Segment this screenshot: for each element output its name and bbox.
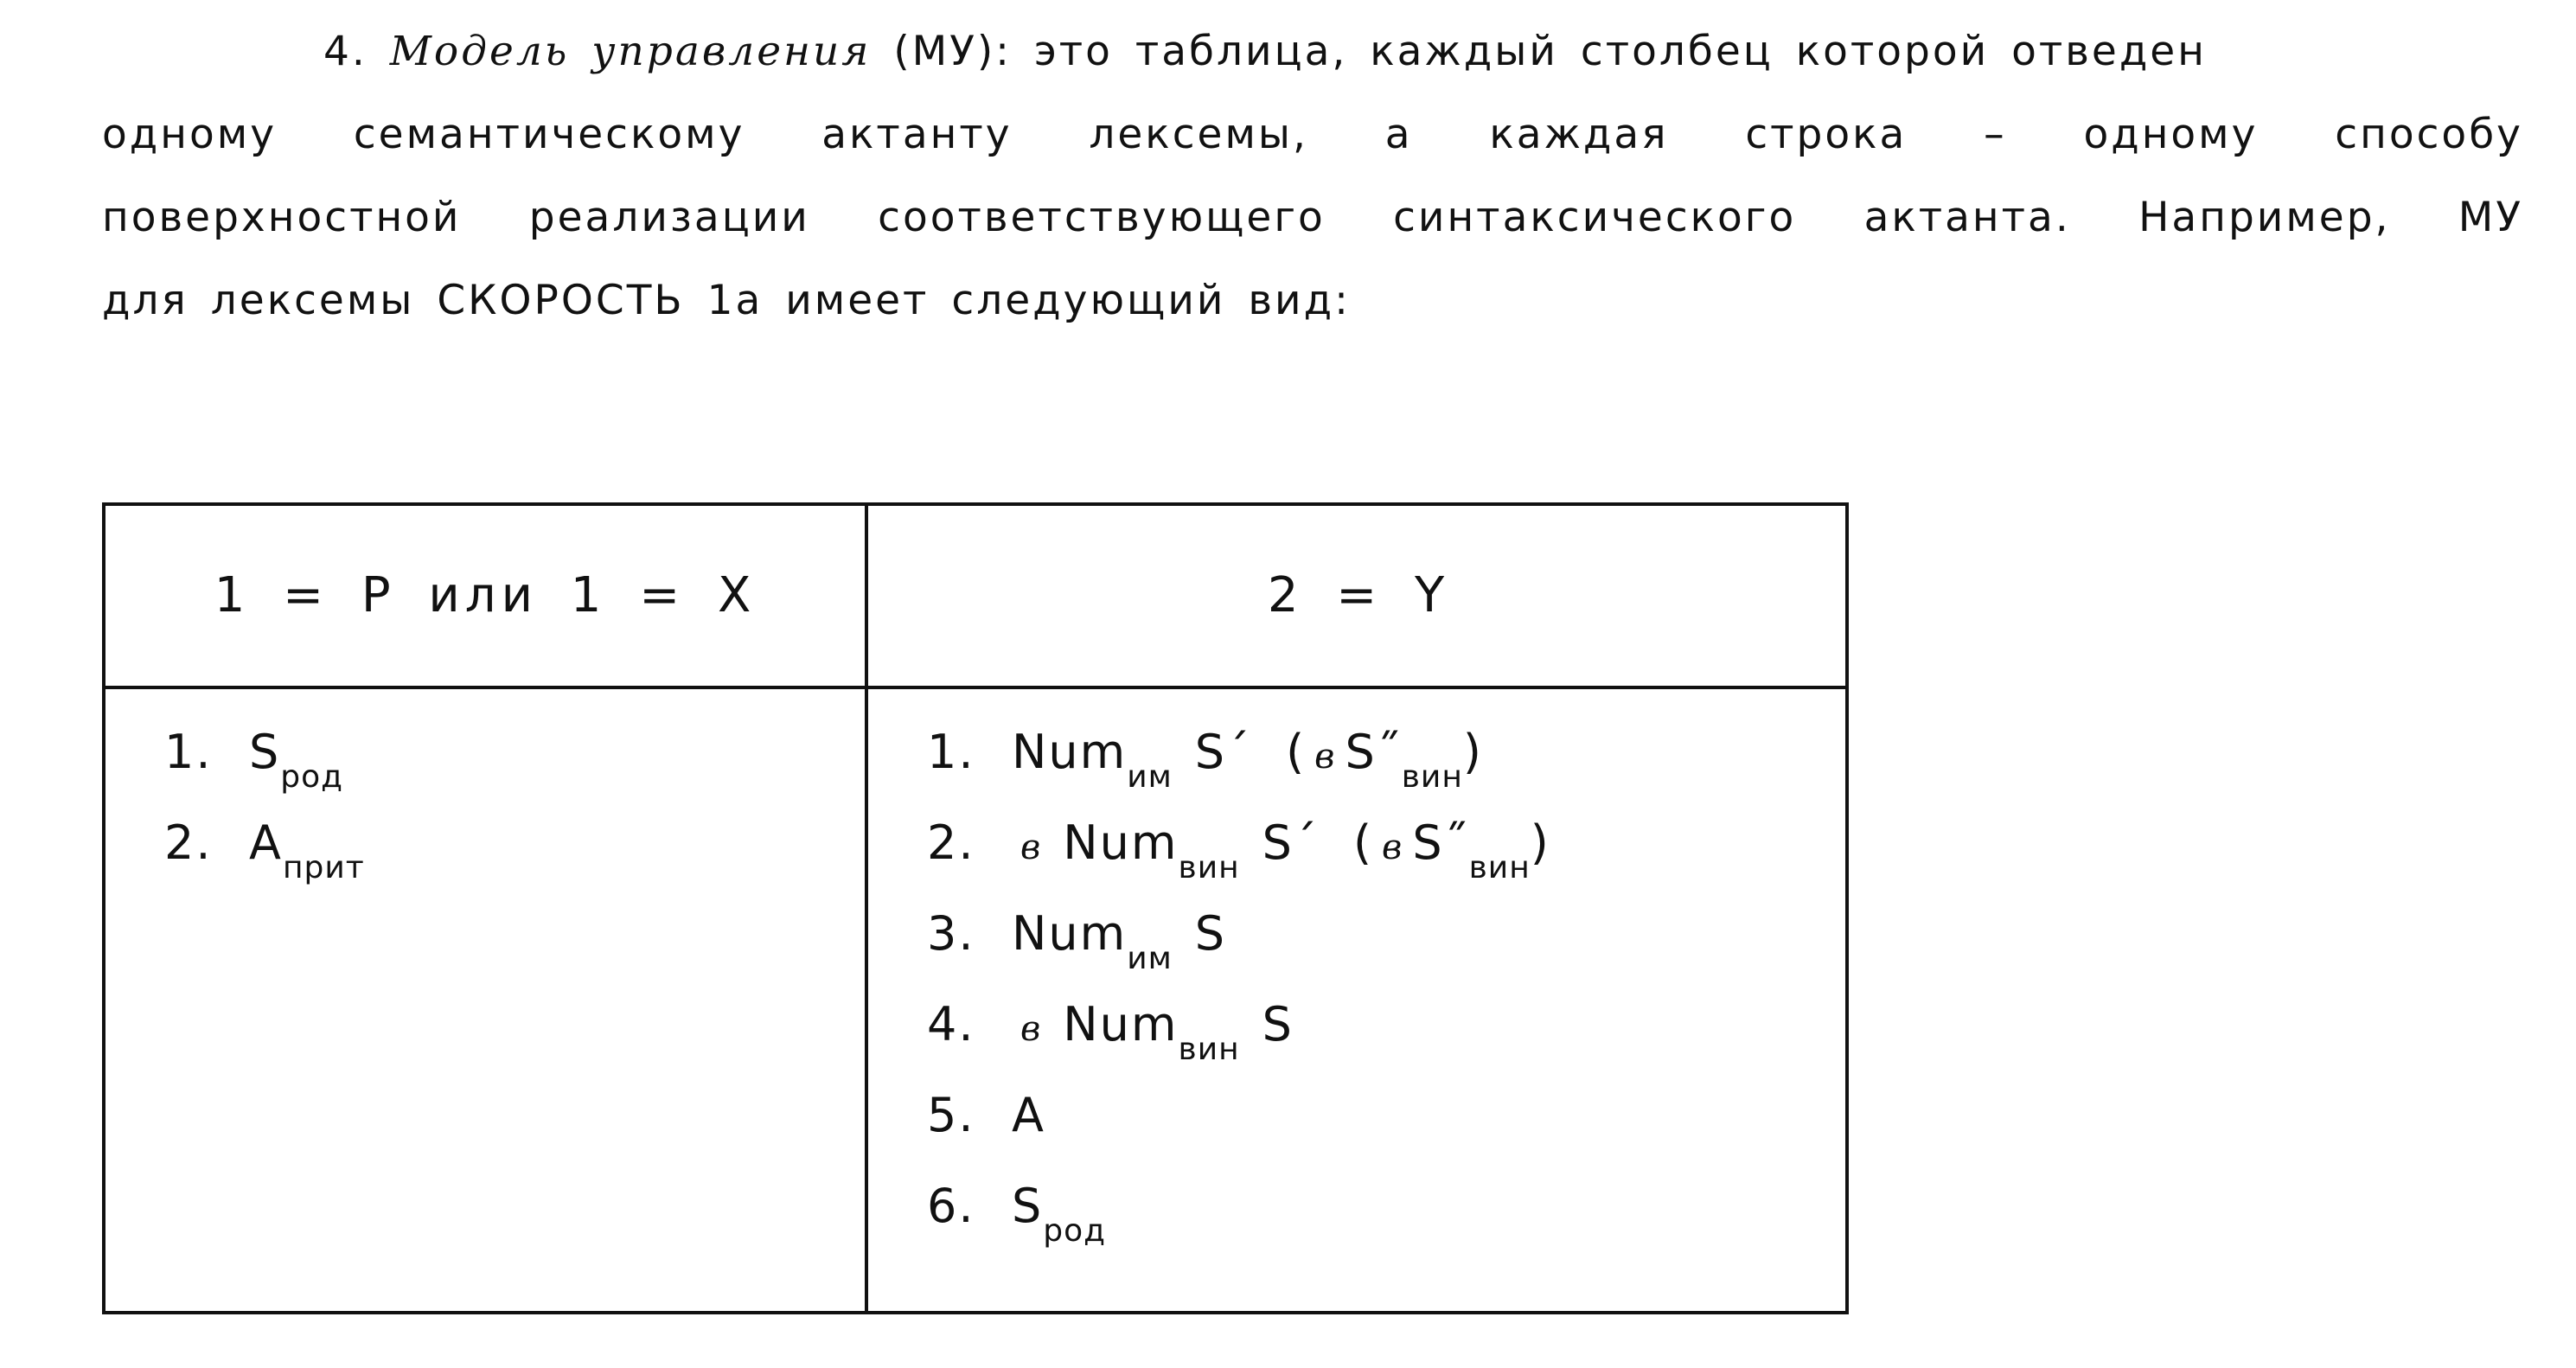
list-item (927, 1172, 1550, 1263)
entry-preposition: в (1382, 828, 1404, 867)
entry-symbol: S (1012, 1179, 1044, 1233)
entry-subscript: род (1043, 1213, 1107, 1249)
entry-symbol: Num (1012, 906, 1128, 961)
entry-symbol: Num (1063, 815, 1179, 870)
paragraph-line-3: поверхностной реализации соответствующего синтаксического актанта. Например, МУ (102, 194, 2523, 241)
entry-number: 6. (927, 1179, 975, 1233)
entry-subscript: прит (282, 850, 365, 885)
paragraph-line-2: одному семантическому актанту лексемы, а каждая строка – одному способу (102, 111, 2523, 158)
entry-number: 2. (927, 815, 975, 870)
header-cell-actant-1: 1 = P или 1 = X (214, 567, 757, 623)
list-item (927, 899, 1550, 990)
entry-preposition: в (1314, 737, 1337, 777)
entry-subscript: им (1127, 941, 1173, 976)
entry-subscript: вин (1468, 850, 1531, 885)
entry-number: 1. (927, 725, 975, 779)
table-header-row (105, 506, 1845, 689)
paragraph-line-1 (102, 10, 2523, 93)
list-item (164, 809, 365, 899)
list-item (927, 718, 1550, 809)
entry-symbol: S (249, 725, 281, 779)
entry-preposition: в (1020, 1009, 1043, 1049)
entry-number: 3. (927, 906, 975, 961)
header-cell-actant-2: 2 = Y (1267, 567, 1450, 623)
entry-symbol: A (1012, 1088, 1045, 1142)
column-actant-1 (164, 718, 365, 899)
entry-symbol: Num (1012, 725, 1128, 779)
definition-paragraph (102, 10, 2523, 342)
entry-symbol: S (1262, 997, 1294, 1052)
item-number: 4. (323, 28, 368, 75)
entry-subscript: вин (1178, 850, 1240, 885)
list-item (927, 990, 1550, 1081)
entry-symbol: S´ (1262, 815, 1319, 870)
paren: ) (1530, 815, 1550, 870)
entry-number: 1. (164, 725, 213, 779)
column-divider (865, 506, 868, 1311)
term-italic: Модель управления (389, 28, 872, 75)
entry-symbol: S´ (1194, 725, 1252, 779)
entry-subscript: вин (1178, 1032, 1240, 1067)
entry-symbol: S˝ (1345, 725, 1402, 779)
paragraph-line-4: для лексемы СКОРОСТЬ 1а имеет следующий вид: (102, 277, 1351, 324)
entry-number: 5. (927, 1088, 975, 1142)
list-item (927, 1081, 1550, 1172)
list-item (927, 809, 1550, 899)
entry-symbol: S˝ (1412, 815, 1469, 870)
entry-symbol: S (1194, 906, 1227, 961)
entry-number: 2. (164, 815, 213, 870)
column-actant-2 (927, 718, 1550, 1263)
entry-subscript: им (1127, 759, 1173, 795)
paren: ( (1286, 725, 1307, 779)
entry-preposition: в (1020, 828, 1043, 867)
entry-symbol: A (249, 815, 283, 870)
entry-subscript: род (280, 759, 344, 795)
line1-rest: (МУ): это таблица, каждый столбец которой отведен (893, 28, 2207, 75)
entry-subscript: вин (1401, 759, 1463, 795)
entry-number: 4. (927, 997, 975, 1052)
paren: ) (1462, 725, 1483, 779)
entry-symbol: Num (1063, 997, 1179, 1052)
paren: ( (1352, 815, 1374, 870)
list-item (164, 718, 365, 809)
government-pattern-table (102, 502, 1849, 1314)
